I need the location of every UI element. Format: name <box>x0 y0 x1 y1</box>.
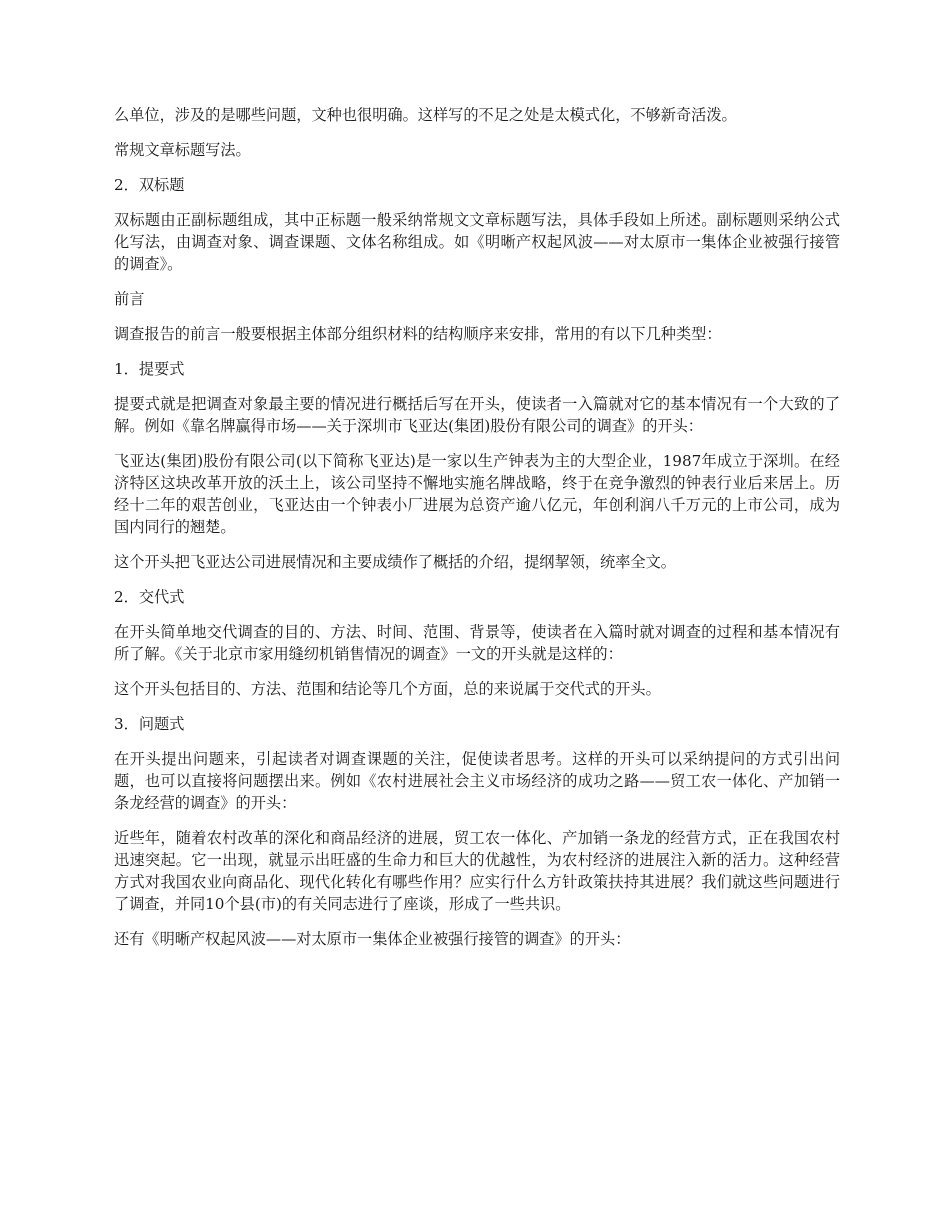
paragraph-double-title: 双标题由正副标题组成，其中正标题一般采纳常规文文章标题写法，具体手段如上所述。副标题则采纳公式化写法，由调查对象、调查课题、文体名称组成。如《明晰产权起风波——对太原市一集体企业被强行接管的调查》。 <box>114 211 840 273</box>
paragraph-fiyta-example: 飞亚达(集团)股份有限公司(以下简称飞亚达)是一家以生产钟表为主的大型企业，1987年成立于深圳。在经济特区这块改革开放的沃土上，该公司坚持不懈地实施名牌战略，终于在竞争激烈的钟表行业后来居上。历经十二年的艰苦创业，飞亚达由一个钟表小厂进展为总资产逾八亿元，年创利润八千万元的上市公司，成为国内同行的翘楚。 <box>114 452 840 536</box>
paragraph-summary-style: 提要式就是把调查对象最主要的情况进行概括后写在开头，使读者一入篇就对它的基本情况有一个大致的了解。例如《靠名牌赢得市场——关于深圳市飞亚达(集团)股份有限公司的调查》的开头： <box>114 395 840 435</box>
heading-preface: 前言 <box>114 290 145 308</box>
heading-summary-style: 1．提要式 <box>114 360 185 378</box>
paragraph-question-style: 在开头提出问题来，引起读者对调查课题的关注，促使读者思考。这样的开头可以采纳提问的方式引出问题，也可以直接将问题摆出来。例如《农村进展社会主义市场经济的成功之路——贸工农一体化、产加销一条龙经营的调查》的开头： <box>114 750 840 812</box>
paragraph-preface: 调查报告的前言一般要根据主体部分组织材料的结构顺序来安排，常用的有以下几种类型： <box>114 325 722 343</box>
heading-explanatory-style: 2．交代式 <box>114 588 185 606</box>
paragraph-explanatory-style: 在开头简单地交代调查的目的、方法、时间、范围、背景等，使读者在入篇时就对调查的过程和基本情况有所了解。《关于北京市家用缝纫机销售情况的调查》一文的开头就是这样的： <box>114 623 840 663</box>
document-page <box>114 104 840 963</box>
paragraph-conventional-title: 常规文章标题写法。 <box>114 141 251 159</box>
heading-double-title: 2．双标题 <box>114 176 185 194</box>
heading-question-style: 3．问题式 <box>114 715 185 733</box>
paragraph-taiyuan-example: 还有《明晰产权起风波——对太原市一集体企业被强行接管的调查》的开头： <box>114 930 631 948</box>
paragraph-explanatory-comment: 这个开头包括目的、方法、范围和结论等几个方面，总的来说属于交代式的开头。 <box>114 680 661 698</box>
paragraph-rural-example: 近些年，随着农村改革的深化和商品经济的进展，贸工农一体化、产加销一条龙的经营方式，正在我国农村迅速突起。它一出现，就显示出旺盛的生命力和巨大的优越性，为农村经济的进展注入新的活力。这种经营方式对我国农业向商品化、现代化转化有哪些作用？应实行什么方针政策扶持其进展？我们就这些问题进行了调查，并同10个县(市)的有关同志进行了座谈，形成了一些共识。 <box>114 829 840 913</box>
paragraph-fiyta-comment: 这个开头把飞亚达公司进展情况和主要成绩作了概括的介绍，提纲挈领，统率全文。 <box>114 553 676 571</box>
paragraph-intro-continuation: 么单位，涉及的是哪些问题，文种也很明确。这样写的不足之处是太模式化，不够新奇活泼。 <box>114 106 737 124</box>
